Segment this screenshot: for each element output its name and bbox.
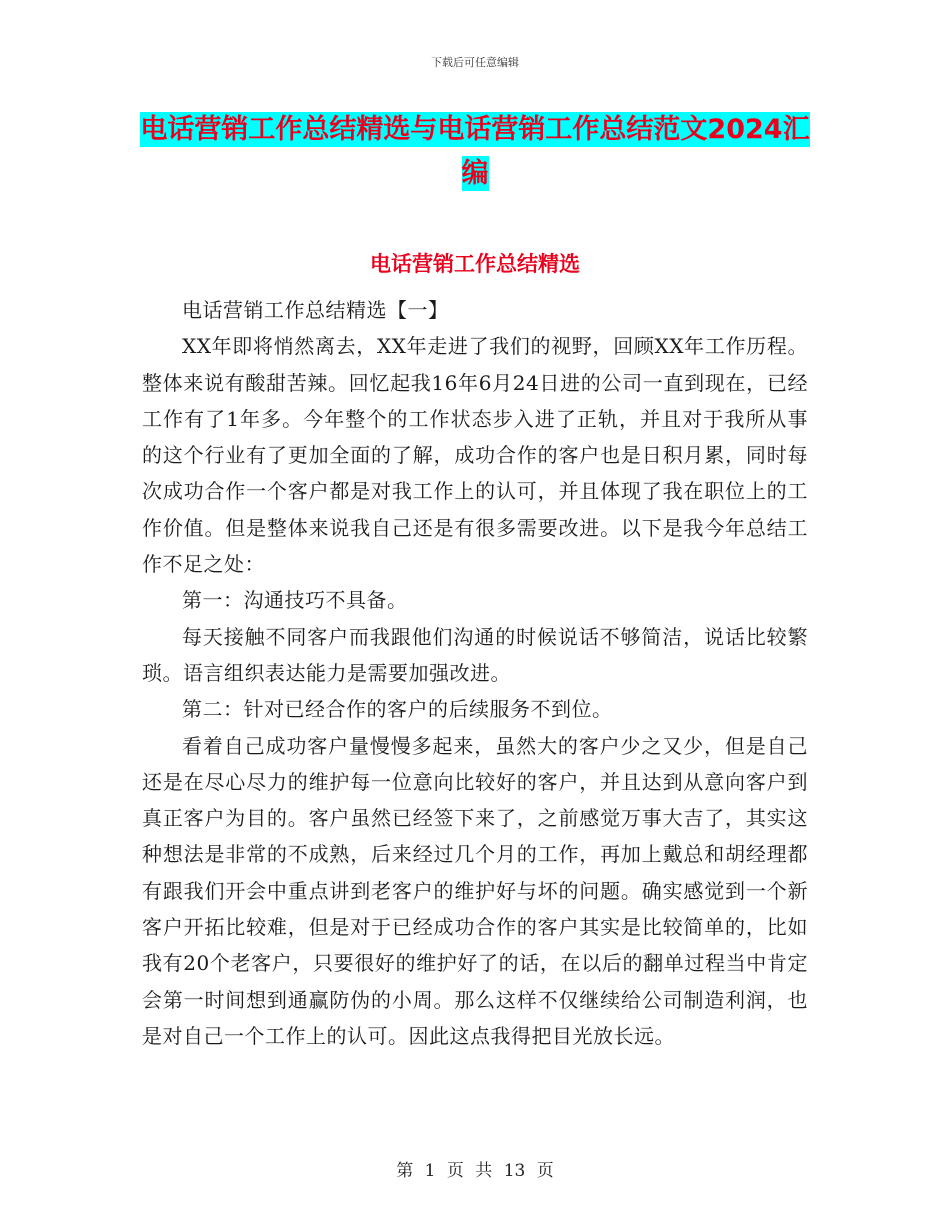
paragraph: 每天接触不同客户而我跟他们沟通的时候说话不够简洁，说话比较繁琐。语言组织表达能力是需要加强改进。 [142,624,808,685]
paragraph: 看着自己成功客户量慢慢多起来，虽然大的客户少之又少，但是自己还是在尽心尽力的维护每一位意向比较好的客户，并且达到从意向客户到真正客户为目的。客户虽然已经签下来了，之前感觉万事大吉了，其实这种想法是非常的不成熟，后来经过几个月的工作，再加上戴总和胡经理都有跟我们开会中重点讲到老客户的维护好与坏的问题。确实感觉到一个新客户开拓比较难，但是对于已经成功合作的客户其实是比较简单的，比如我有20个老客户，只要很好的维护好了的话，在以后的翻单过程当中肯定会第一时间想到通赢防伪的小周。那么这样不仅继续给公司制造利润，也是对自己一个工作上的认可。因此这点我得把目光放长远。 [142,733,808,1048]
paragraph-point-two: 第二：针对已经合作的客户的后续服务不到位。 [182,697,613,722]
paragraph-heading: 电话营销工作总结精选【一】 [182,298,449,322]
document-title-text: 电话营销工作总结精选与电话营销工作总结范文2024汇编 [140,114,810,189]
document-title [140,108,810,196]
section-title: 电话营销工作总结精选 [370,252,580,276]
paragraph: XX年即将悄然离去，XX年走进了我们的视野，回顾XX年工作历程。整体来说有酸甜苦辣。回忆起我16年6月24日进的公司一直到现在，已经工作有了1年多。今年整个的工作状态步入进了正轨，并且对于我所从事的这个行业有了更加全面的了解，成功合作的客户也是日积月累，同时每次成功合作一个客户都是对我工作上的认可，并且体现了我在职位上的工作价值。但是整体来说我自己还是有很多需要改进。以下是我今年总结工作不足之处： [142,334,808,577]
header-note: 下载后可任意编辑 [431,56,519,69]
document-body [142,292,808,1054]
page-footer: 第 1 页 共 13 页 [396,1161,554,1181]
paragraph-point-one: 第一：沟通技巧不具备。 [182,588,408,613]
